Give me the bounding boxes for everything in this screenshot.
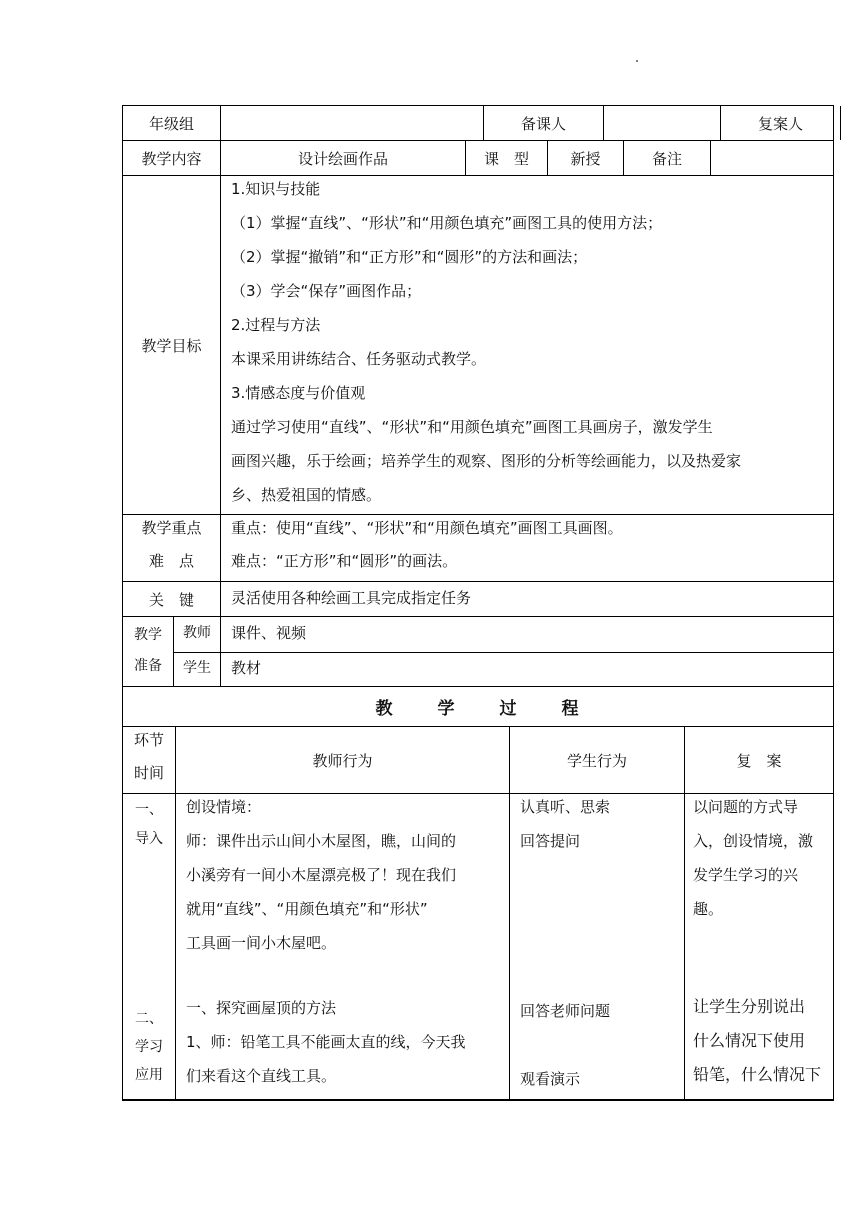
stage-header-top: 环节	[133, 731, 164, 749]
content-label: 教学内容	[141, 149, 202, 168]
stage1-review-lines	[693, 790, 813, 926]
focus-label: 教学重点	[141, 519, 202, 537]
stage1-top: 一、	[135, 802, 163, 818]
text-line: 铅笔，什么情况下	[693, 1065, 822, 1084]
stage1-teacher-lines	[186, 790, 456, 960]
reviewer-value[interactable]	[840, 106, 841, 140]
text-line: 以问题的方式导	[693, 798, 799, 816]
process-title-char: 程	[561, 699, 581, 719]
text-line: 乡、热爱祖国的情感。	[231, 486, 382, 504]
content-row	[122, 140, 834, 175]
prep-label-cell	[123, 617, 173, 686]
text-line: 1、师：铅笔工具不能画太直的线，今天我	[186, 1033, 466, 1051]
prep-student-value: 教材	[231, 659, 262, 677]
process-body-row	[122, 793, 834, 1099]
teacher-label-cell	[173, 617, 220, 652]
key-body	[220, 582, 833, 616]
text-line: 趣。	[693, 900, 724, 918]
prep-label-top: 教学	[134, 627, 162, 643]
stage-header-cell	[123, 727, 175, 793]
text-line: （3）学会“保存”画图作品；	[231, 282, 422, 300]
notes-value[interactable]	[710, 141, 833, 175]
notes-label: 备注	[623, 141, 710, 175]
text-line: （1）掌握“直线”、“形状”和“用颜色填充”画图工具的使用方法；	[231, 214, 663, 232]
objectives-row	[122, 175, 834, 514]
focus-body	[220, 515, 833, 581]
prep-label-bottom: 准备	[134, 658, 162, 674]
objectives-lines	[231, 172, 741, 512]
preparer-value[interactable]	[603, 106, 720, 140]
difficulty-text: 难点：“正方形”和“圆形”的画法。	[231, 552, 458, 570]
teacher-value-cell	[220, 617, 833, 652]
grade-value[interactable]	[220, 106, 483, 140]
text-line: 2.过程与方法	[231, 316, 321, 334]
prep-row	[122, 616, 834, 686]
student-label-cell	[173, 652, 220, 686]
page-dot	[636, 60, 638, 62]
text-line: 师：课件出示山间小木屋图，瞧，山间的	[186, 832, 457, 850]
process-title	[354, 694, 602, 719]
text-line: 工具画一间小木屋吧。	[186, 934, 337, 952]
process-title-row	[122, 686, 834, 726]
stage2-review-lines	[693, 990, 821, 1092]
stage2-top: 二、	[135, 1011, 163, 1027]
stage-header-bottom: 时间	[133, 764, 164, 782]
stage1-student-lines	[520, 790, 610, 858]
text-line: 小溪旁有一间小木屋漂亮极了！现在我们	[186, 866, 457, 884]
prep-teacher-value: 课件、视频	[231, 624, 307, 642]
table-bottom-border	[122, 1099, 834, 1101]
text-line: 通过学习使用“直线”、“形状”和“用颜色填充”画图工具画房子，激发学生	[231, 418, 713, 436]
stage-cell	[123, 794, 175, 1099]
focus-label-cell	[123, 515, 220, 581]
student-header: 学生行为	[509, 727, 684, 793]
stage2-bottom: 应用	[135, 1067, 163, 1083]
content-value: 设计绘画作品	[220, 141, 465, 175]
process-title-char: 教	[375, 699, 395, 719]
review-header: 复 案	[684, 727, 833, 793]
prep-teacher-label: 教师	[183, 625, 211, 641]
key-label: 关 键	[148, 590, 194, 609]
text-line: 3.情感态度与价值观	[231, 384, 366, 402]
process-title-char: 学	[437, 699, 457, 719]
focus-row	[122, 514, 834, 581]
preparer-label: 备课人	[483, 106, 603, 140]
student-cell	[509, 794, 684, 1099]
stage2-mid: 学习	[135, 1039, 163, 1055]
text-line: 入，创设情境，激	[693, 832, 814, 850]
review-cell	[684, 794, 833, 1099]
type-value: 新授	[547, 141, 623, 175]
stage1-bottom: 导入	[135, 831, 163, 847]
text-line: 就用“直线”、“用颜色填充”和“形状”	[186, 900, 428, 918]
type-label: 课 型	[465, 141, 547, 175]
objectives-label: 教学目标	[141, 336, 202, 355]
stage2-student-1: 回答老师问题	[520, 1002, 611, 1020]
key-row	[122, 581, 834, 616]
text-line: （2）掌握“撤销”和“正方形”和“圆形”的方法和画法；	[231, 248, 588, 266]
text-line: 1.知识与技能	[231, 180, 321, 198]
key-point-text: 重点：使用“直线”、“形状”和“用颜色填充”画图工具画图。	[231, 519, 623, 537]
difficulty-label: 难 点	[148, 552, 194, 570]
text-line: 让学生分别说出	[693, 997, 806, 1016]
header-row	[122, 105, 834, 140]
stage2-teacher-lines	[186, 991, 466, 1093]
text-line: 什么情况下使用	[693, 1031, 806, 1050]
stage2-student-2: 观看演示	[520, 1070, 581, 1088]
process-header-row	[122, 726, 834, 793]
text-line: 们来看这个直线工具。	[186, 1067, 337, 1085]
prep-student-label: 学生	[183, 660, 211, 676]
text-line: 回答提问	[520, 832, 581, 850]
grade-label: 年级组	[148, 114, 194, 133]
text-line: 画图兴趣，乐于绘画；培养学生的观察、图形的分析等绘画能力，以及热爱家	[231, 452, 742, 470]
text-line: 发学生学习的兴	[693, 866, 799, 884]
text-line: 一、探究画屋顶的方法	[186, 999, 337, 1017]
teacher-cell	[175, 794, 509, 1099]
process-title-char: 过	[499, 699, 519, 719]
reviewer-label: 复案人	[720, 106, 840, 140]
student-value-cell	[220, 652, 833, 686]
text-line: 本课采用讲练结合、任务驱动式教学。	[231, 350, 487, 368]
teacher-header: 教师行为	[175, 727, 509, 793]
text-line: 创设情境：	[186, 798, 262, 816]
key-value: 灵活使用各种绘画工具完成指定任务	[231, 589, 472, 607]
objectives-body	[220, 176, 833, 514]
text-line: 认真听、思索	[520, 798, 611, 816]
